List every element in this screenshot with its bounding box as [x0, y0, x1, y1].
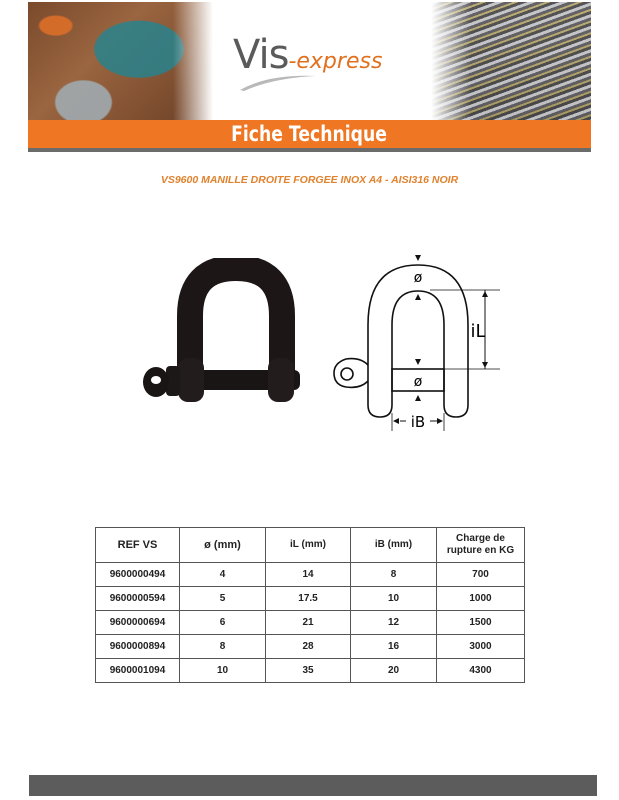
- cell-diameter: 6: [180, 611, 266, 635]
- cell-ref: 9600000594: [96, 587, 180, 611]
- brand-suffix: -express: [288, 49, 383, 74]
- header-diameter: ø (mm): [180, 528, 266, 563]
- cell-diameter: 8: [180, 635, 266, 659]
- cell-breaking-load: 1500: [437, 611, 525, 635]
- cell-diameter: 4: [180, 563, 266, 587]
- table-row: [96, 563, 525, 587]
- workshop-photo: [28, 2, 213, 120]
- spec-table: [95, 527, 525, 683]
- header-inner-width: iB (mm): [351, 528, 437, 563]
- diameter-pin-label: ø: [413, 374, 423, 390]
- header-ref: REF VS: [96, 528, 180, 563]
- inner-length-label: iL: [470, 321, 486, 342]
- header-inner-length: iL (mm): [266, 528, 351, 563]
- header-breaking-load: [437, 528, 525, 563]
- cell-breaking-load: 3000: [437, 635, 525, 659]
- cell-inner-length: 17.5: [266, 587, 351, 611]
- cell-inner-width: 8: [351, 563, 437, 587]
- banner-underline: [28, 148, 591, 152]
- cell-ref: 9600000894: [96, 635, 180, 659]
- header-banner: [28, 2, 591, 152]
- footer-bar: [29, 775, 597, 796]
- brand-name: Vis: [233, 32, 289, 78]
- cell-diameter: 5: [180, 587, 266, 611]
- cell-inner-length: 35: [266, 659, 351, 683]
- product-title: VS9600 MANILLE DROITE FORGEE INOX A4 - AISI316 NOIR: [160, 174, 459, 186]
- header-breaking-load-line2: rupture en KG: [446, 545, 515, 556]
- cell-inner-length: 21: [266, 611, 351, 635]
- banner-title-bar: [28, 120, 591, 148]
- cell-inner-width: 12: [351, 611, 437, 635]
- shackle-diagram: [320, 245, 510, 435]
- table-row: [96, 635, 525, 659]
- table-row: [96, 587, 525, 611]
- logo-swoosh-icon: [238, 72, 318, 92]
- cell-diameter: 10: [180, 659, 266, 683]
- header-breaking-load-line1: Charge de: [456, 533, 505, 544]
- inner-width-label: iB: [410, 413, 426, 431]
- cell-inner-width: 16: [351, 635, 437, 659]
- cell-breaking-load: 700: [437, 563, 525, 587]
- cell-inner-length: 14: [266, 563, 351, 587]
- cell-ref: 9600000694: [96, 611, 180, 635]
- table-header-row: [96, 528, 525, 563]
- cell-breaking-load: 4300: [437, 659, 525, 683]
- cell-ref: 9600001094: [96, 659, 180, 683]
- cell-inner-width: 10: [351, 587, 437, 611]
- cell-inner-length: 28: [266, 635, 351, 659]
- banner-images: [28, 2, 591, 120]
- diameter-top-label: ø: [413, 270, 423, 286]
- cell-ref: 9600000494: [96, 563, 180, 587]
- cell-breaking-load: 1000: [437, 587, 525, 611]
- shackle-photo: [138, 258, 308, 426]
- screws-photo: [431, 2, 591, 120]
- table-row: [96, 659, 525, 683]
- banner-title: Fiche Technique: [231, 122, 388, 146]
- table-row: [96, 611, 525, 635]
- cell-inner-width: 20: [351, 659, 437, 683]
